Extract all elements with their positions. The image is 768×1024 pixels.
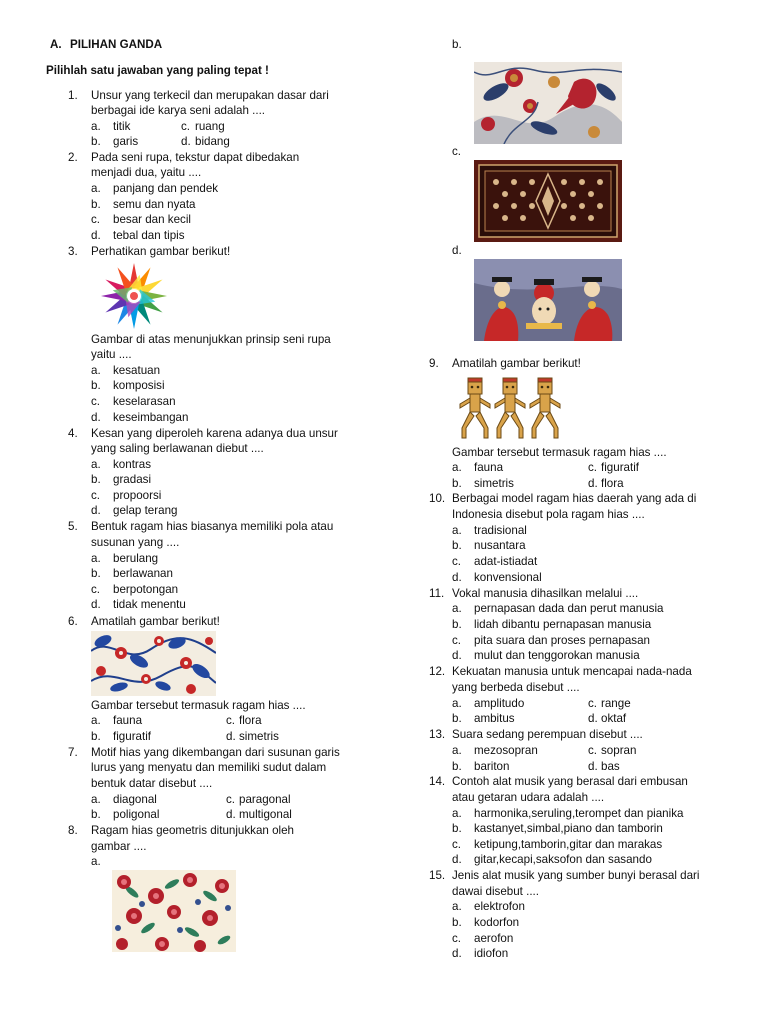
q2-option-d: tebal dan tipis [113,229,185,242]
q13-letter-b: b. [452,760,462,773]
q5-letter-c: c. [91,583,101,596]
q3-text-2: Gambar di atas menunjukkan prinsip seni rupa [91,333,331,346]
q12-option-d: oktaf [601,712,627,725]
q14-letter-c: c. [452,838,462,851]
q15-option-a: elektrofon [474,900,525,913]
q7-option-b: poligonal [113,808,160,821]
q14-letter-a: a. [452,807,462,820]
q4-letter-a: a. [91,458,101,471]
q12-text-2: yang berbeda disebut .... [452,681,580,694]
q12-option-b: ambitus [474,712,515,725]
q14-option-a: harmonika,seruling,terompet dan pianika [474,807,684,820]
q1-option-a: titik [113,120,131,133]
q9-option-d: flora [601,477,624,490]
q1-letter-d: d. [181,135,191,148]
q1-number: 1. [68,89,78,102]
q4-option-d: gelap terang [113,504,178,517]
q10-option-d: konvensional [474,571,542,584]
q2-letter-c: c. [91,213,101,226]
q6-option-d: simetris [239,730,279,743]
q13-option-a: mezosopran [474,744,538,757]
q1-text-1: Unsur yang terkecil dan merupakan dasar dari [91,89,329,102]
q5-option-a: berulang [113,552,159,565]
q10-letter-b: b. [452,539,462,552]
q10-text-1: Berbagai model ragam hias daerah yang ada di [452,492,697,505]
q3-option-d: keseimbangan [113,411,189,424]
q15-letter-a: a. [452,900,462,913]
q7-letter-a: a. [91,793,101,806]
q13-number: 13. [429,728,446,741]
q1-option-d: bidang [195,135,230,148]
q12-letter-c: c. [588,697,598,710]
q6-text-1: Amatilah gambar berikut! [91,615,220,628]
q2-option-a: panjang dan pendek [113,182,219,195]
q3-option-c: keselarasan [113,395,176,408]
q14-text-1: Contoh alat musik yang berasal dari embusan [452,775,688,788]
red-floral-image [112,870,236,952]
q15-number: 15. [429,869,446,882]
q8-option-c-label: c. [452,145,462,158]
q10-letter-a: a. [452,524,462,537]
q5-option-b: berlawanan [113,567,173,580]
q6-option-b: figuratif [113,730,152,743]
q12-letter-a: a. [452,697,462,710]
q6-letter-a: a. [91,714,101,727]
q12-letter-d: d. [588,712,598,725]
q13-letter-c: c. [588,744,598,757]
q2-number: 2. [68,151,78,164]
q14-number: 14. [429,775,446,788]
q11-text-1: Vokal manusia dihasilkan melalui .... [452,587,639,600]
q5-text-2: susunan yang .... [91,536,180,549]
q12-option-c: range [601,697,631,710]
q11-letter-b: b. [452,618,462,631]
section-heading: PILIHAN GANDA [70,38,163,51]
q14-text-2: atau getaran udara adalah .... [452,791,605,804]
q4-number: 4. [68,427,78,440]
q9-letter-a: a. [452,461,462,474]
q4-option-b: gradasi [113,473,152,486]
q13-letter-a: a. [452,744,462,757]
q9-letter-d: d. [588,477,598,490]
q7-letter-b: b. [91,808,101,821]
q11-option-d: mulut dan tenggorokan manusia [474,649,640,662]
q14-option-c: ketipung,tamborin,gitar dan marakas [474,838,663,851]
q3-text-1: Perhatikan gambar berikut! [91,245,231,258]
q11-letter-c: c. [452,634,462,647]
q6-text-2: Gambar tersebut termasuk ragam hias .... [91,699,306,712]
q6-letter-b: b. [91,730,101,743]
q2-option-c: besar dan kecil [113,213,191,226]
q1-letter-b: b. [91,135,101,148]
q9-number: 9. [429,357,439,370]
q10-number: 10. [429,492,446,505]
q3-letter-d: d. [91,411,101,424]
q10-option-a: tradisional [474,524,527,537]
q4-letter-c: c. [91,489,101,502]
q13-option-b: bariton [474,760,510,773]
q7-text-1: Motif hias yang dikembangan dari susunan garis [91,746,340,759]
q8-option-b-label: b. [452,38,462,51]
q10-text-2: Indonesia disebut pola ragam hias .... [452,508,645,521]
q5-letter-d: d. [91,598,101,611]
q9-option-b: simetris [474,477,514,490]
q12-option-a: amplitudo [474,697,525,710]
q4-option-a: kontras [113,458,152,471]
q5-number: 5. [68,520,78,533]
q1-option-c: ruang [195,120,225,133]
color-wheel-image [91,262,177,330]
q6-option-a: fauna [113,714,143,727]
q4-letter-d: d. [91,504,101,517]
q9-text-1: Amatilah gambar berikut! [452,357,581,370]
q15-option-c: aerofon [474,932,514,945]
q1-option-b: garis [113,135,139,148]
q15-letter-c: c. [452,932,462,945]
q5-option-c: berpotongan [113,583,179,596]
q8-option-d-label: d. [452,244,462,257]
q15-text-2: dawai disebut .... [452,885,540,898]
q15-text-1: Jenis alat musik yang sumber bunyi berasal dari [452,869,700,882]
q5-letter-b: b. [91,567,101,580]
q15-option-d: idiofon [474,947,509,960]
q7-number: 7. [68,746,78,759]
q2-letter-b: b. [91,198,101,211]
q15-letter-b: b. [452,916,462,929]
geometric-carpet-image [474,160,622,242]
floral-batik-image [91,631,216,696]
q11-number: 11. [429,587,445,600]
q8-number: 8. [68,824,78,837]
section-letter: A. [50,38,62,51]
wayang-image [474,259,622,341]
q11-letter-a: a. [452,602,462,615]
q1-text-2: berbagai ide karya seni adalah .... [91,104,266,117]
q3-text-3: yaitu .... [91,348,132,361]
q4-letter-b: b. [91,473,101,486]
q15-letter-d: d. [452,947,462,960]
q2-letter-a: a. [91,182,101,195]
q5-option-d: tidak menentu [113,598,186,611]
q11-option-c: pita suara dan proses pernapasan [474,634,650,647]
q7-option-a: diagonal [113,793,157,806]
q8-text-2: gambar .... [91,840,147,853]
instruction: Pilihlah satu jawaban yang paling tepat ! [46,64,269,77]
q7-letter-c: c. [226,793,236,806]
q3-letter-b: b. [91,379,101,392]
q3-letter-c: c. [91,395,101,408]
q10-option-c: adat-istiadat [474,555,538,568]
q10-letter-d: d. [452,571,462,584]
q4-text-2: yang saling berlawanan diebut .... [91,442,264,455]
q3-letter-a: a. [91,364,101,377]
q4-option-c: propoorsi [113,489,162,502]
q2-option-b: semu dan nyata [113,198,196,211]
q8-option-a-label: a. [91,855,101,868]
q11-letter-d: d. [452,649,462,662]
q9-option-a: fauna [474,461,504,474]
q1-letter-a: a. [91,120,101,133]
q14-letter-d: d. [452,853,462,866]
q10-letter-c: c. [452,555,462,568]
q7-option-d: multigonal [239,808,292,821]
q9-option-c: figuratif [601,461,640,474]
q12-letter-b: b. [452,712,462,725]
q15-option-b: kodorfon [474,916,520,929]
q9-text-2: Gambar tersebut termasuk ragam hias .... [452,446,667,459]
q13-option-d: bas [601,760,620,773]
q2-text-2: menjadi dua, yaitu .... [91,166,202,179]
q1-letter-c: c. [181,120,191,133]
q12-number: 12. [429,665,446,678]
q6-option-c: flora [239,714,262,727]
q5-letter-a: a. [91,552,101,565]
q6-number: 6. [68,615,78,628]
q13-option-c: sopran [601,744,637,757]
q7-text-3: bentuk datar disebut .... [91,777,213,790]
q11-option-a: pernapasan dada dan perut manusia [474,602,664,615]
q7-letter-d: d. [226,808,236,821]
q7-text-2: lurus yang menyatu dan memiliki sudut dalam [91,761,327,774]
q9-letter-c: c. [588,461,598,474]
q14-letter-b: b. [452,822,462,835]
q3-option-a: kesatuan [113,364,161,377]
figurative-figures-image [458,374,562,440]
q13-letter-d: d. [588,760,598,773]
q9-letter-b: b. [452,477,462,490]
q4-text-1: Kesan yang diperoleh karena adanya dua unsur [91,427,338,440]
q8-text-1: Ragam hias geometris ditunjukkan oleh [91,824,295,837]
q11-option-b: lidah dibantu pernapasan manusia [474,618,652,631]
floral-bird-batik-image [474,62,622,144]
q2-text-1: Pada seni rupa, tekstur dapat dibedakan [91,151,300,164]
q6-letter-c: c. [226,714,236,727]
q2-letter-d: d. [91,229,101,242]
q13-text-1: Suara sedang perempuan disebut .... [452,728,643,741]
q14-option-b: kastanyet,simbal,piano dan tamborin [474,822,663,835]
q14-option-d: gitar,kecapi,saksofon dan sasando [474,853,652,866]
q6-letter-d: d. [226,730,236,743]
q7-option-c: paragonal [239,793,291,806]
q10-option-b: nusantara [474,539,526,552]
q5-text-1: Bentuk ragam hias biasanya memiliki pola atau [91,520,334,533]
q3-number: 3. [68,245,78,258]
q12-text-1: Kekuatan manusia untuk mencapai nada-nada [452,665,692,678]
q3-option-b: komposisi [113,379,165,392]
